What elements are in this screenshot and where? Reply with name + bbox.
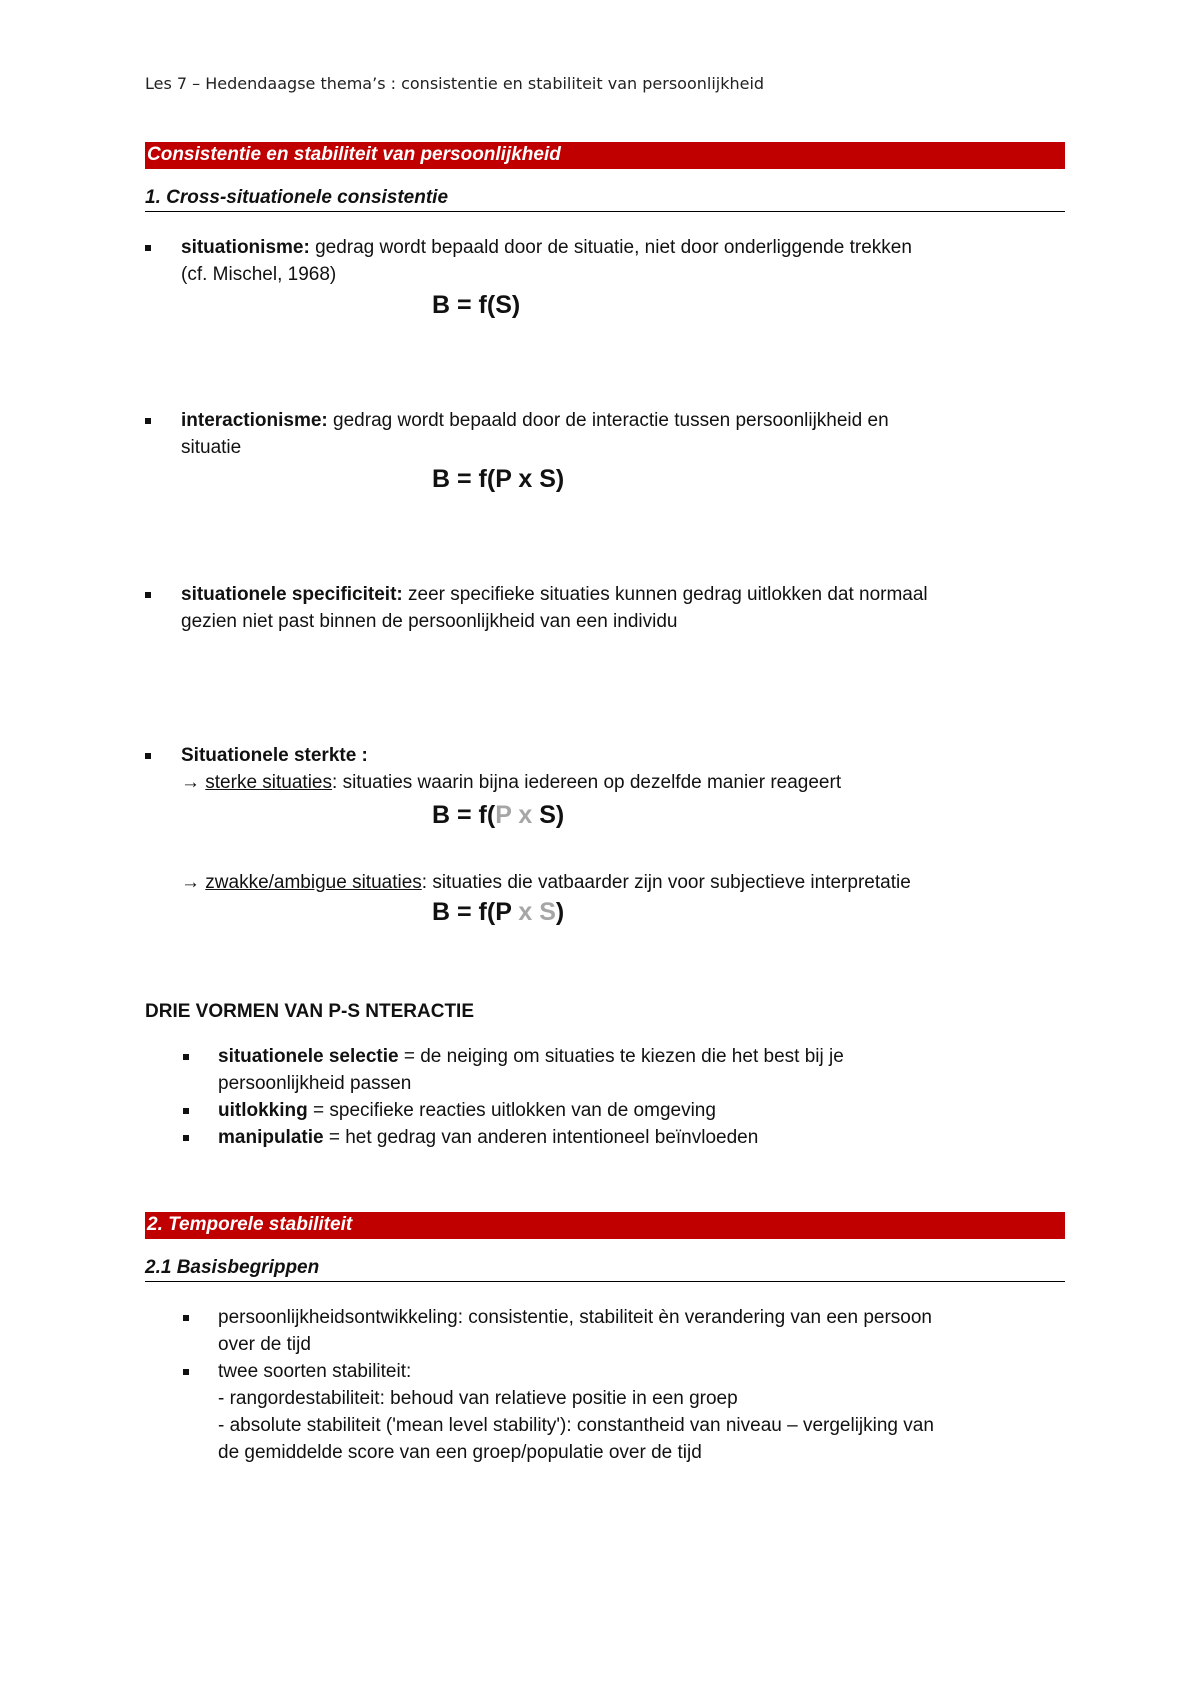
list-item bbox=[145, 1043, 1065, 1097]
bullet-situationisme bbox=[145, 234, 1065, 288]
arrow-right-icon: → bbox=[181, 772, 200, 793]
bullet-square-icon bbox=[145, 592, 151, 598]
list-item bbox=[145, 1304, 1065, 1358]
list-item bbox=[145, 1124, 1065, 1151]
list-item bbox=[145, 1358, 1065, 1466]
subheading-basisbegrippen: 2.1 Basisbegrippen bbox=[145, 1256, 1065, 1282]
section-title-bar: 2. Temporele stabiliteit bbox=[145, 1212, 1065, 1239]
arrow-right-icon: → bbox=[181, 872, 200, 893]
item-absolute-line2: de gemiddelde score van een groep/populatie over de tijd bbox=[218, 1442, 702, 1463]
formula-x-faded: x bbox=[511, 898, 540, 926]
bullet-specificiteit bbox=[145, 581, 1065, 635]
term-selectie: situationele selectie bbox=[218, 1046, 399, 1067]
weak-situations-line bbox=[145, 869, 1065, 896]
term-situationisme: situationisme: bbox=[181, 237, 310, 258]
formula-prefix: B = f( bbox=[432, 898, 496, 926]
strong-situations-label: sterke situaties bbox=[205, 772, 333, 793]
weak-situations-label: zwakke/ambigue situaties bbox=[205, 872, 422, 893]
term-uitlokking: uitlokking bbox=[218, 1100, 308, 1121]
formula-interactionisme: B = f(P x S) bbox=[432, 465, 565, 493]
formula-situationisme: B = f(S) bbox=[432, 291, 521, 319]
definition-manipulatie: = het gedrag van anderen intentioneel beïnvloeden bbox=[323, 1127, 759, 1148]
bullet-square-icon bbox=[145, 245, 151, 251]
formula-weak-situations bbox=[145, 897, 1065, 927]
bullet-square-icon bbox=[183, 1054, 189, 1060]
definition-selectie: = de neiging om situaties te kiezen die het best bij je bbox=[398, 1046, 844, 1067]
bullet-square-icon bbox=[145, 418, 151, 424]
heading-drie-vormen: DRIE VORMEN VAN P-S NTERACTIE bbox=[145, 1001, 475, 1022]
bullet-square-icon bbox=[183, 1135, 189, 1141]
formula-p: P bbox=[495, 898, 512, 926]
definition-selectie-line2: persoonlijkheid passen bbox=[218, 1073, 412, 1094]
definition-specificiteit-line2: gezien niet past binnen de persoonlijkheid van een individu bbox=[181, 611, 678, 632]
definition-interactionisme: gedrag wordt bepaald door de interactie tussen persoonlijkheid en bbox=[327, 410, 889, 431]
strong-situations-text: : situaties waarin bijna iedereen op dezelfde manier reageert bbox=[332, 772, 842, 793]
strong-situations-line bbox=[145, 769, 1065, 796]
bullet-sterkte bbox=[145, 742, 1065, 769]
bullet-square-icon bbox=[183, 1108, 189, 1114]
weak-situations-text: : situaties die vatbaarder zijn voor subjectieve interpretatie bbox=[421, 872, 911, 893]
term-interactionisme: interactionisme: bbox=[181, 410, 328, 431]
item-absolute: - absolute stabiliteit ('mean level stability'): constantheid van niveau – vergelijking van bbox=[218, 1415, 934, 1436]
subheading-cross-situational: 1. Cross-situationele consistentie bbox=[145, 186, 1065, 212]
bullet-square-icon bbox=[145, 753, 151, 759]
item-ontwikkeling-line2: over de tijd bbox=[218, 1334, 311, 1355]
page-header: Les 7 – Hedendaagse thema’s : consistentie en stabiliteit van persoonlijkheid bbox=[145, 74, 765, 93]
term-specificiteit: situationele specificiteit: bbox=[181, 584, 403, 605]
formula-prefix: B = f( bbox=[432, 801, 496, 829]
section-title-bar: Consistentie en stabiliteit van persoonlijkheid bbox=[145, 142, 1065, 169]
item-rangorde: - rangordestabiliteit: behoud van relatieve positie in een groep bbox=[218, 1388, 738, 1409]
formula-s: S bbox=[539, 801, 556, 829]
definition-situationisme: gedrag wordt bepaald door de situatie, niet door onderliggende trekken bbox=[309, 237, 912, 258]
formula-p-faded: P bbox=[495, 801, 512, 829]
definition-uitlokking: = specifieke reacties uitlokken van de omgeving bbox=[307, 1100, 716, 1121]
formula-suffix: ) bbox=[555, 801, 565, 829]
bullet-interactionisme bbox=[145, 407, 1065, 461]
formula-s-faded: S bbox=[539, 898, 556, 926]
term-manipulatie: manipulatie bbox=[218, 1127, 324, 1148]
item-ontwikkeling: persoonlijkheidsontwikkeling: consistentie, stabiliteit èn verandering van een persoon bbox=[218, 1307, 932, 1328]
definition-specificiteit: zeer specifieke situaties kunnen gedrag uitlokken dat normaal bbox=[402, 584, 928, 605]
bullet-square-icon bbox=[183, 1315, 189, 1321]
item-soorten-stabiliteit: twee soorten stabiliteit: bbox=[218, 1361, 412, 1382]
formula-suffix: ) bbox=[555, 898, 565, 926]
definition-situationisme-line2: (cf. Mischel, 1968) bbox=[181, 264, 337, 285]
definition-interactionisme-line2: situatie bbox=[181, 437, 242, 458]
list-item bbox=[145, 1097, 1065, 1124]
formula-x-faded: x bbox=[511, 801, 540, 829]
formula-strong-situations bbox=[145, 800, 1065, 830]
bullet-square-icon bbox=[183, 1369, 189, 1375]
term-sterkte: Situationele sterkte : bbox=[181, 745, 368, 766]
